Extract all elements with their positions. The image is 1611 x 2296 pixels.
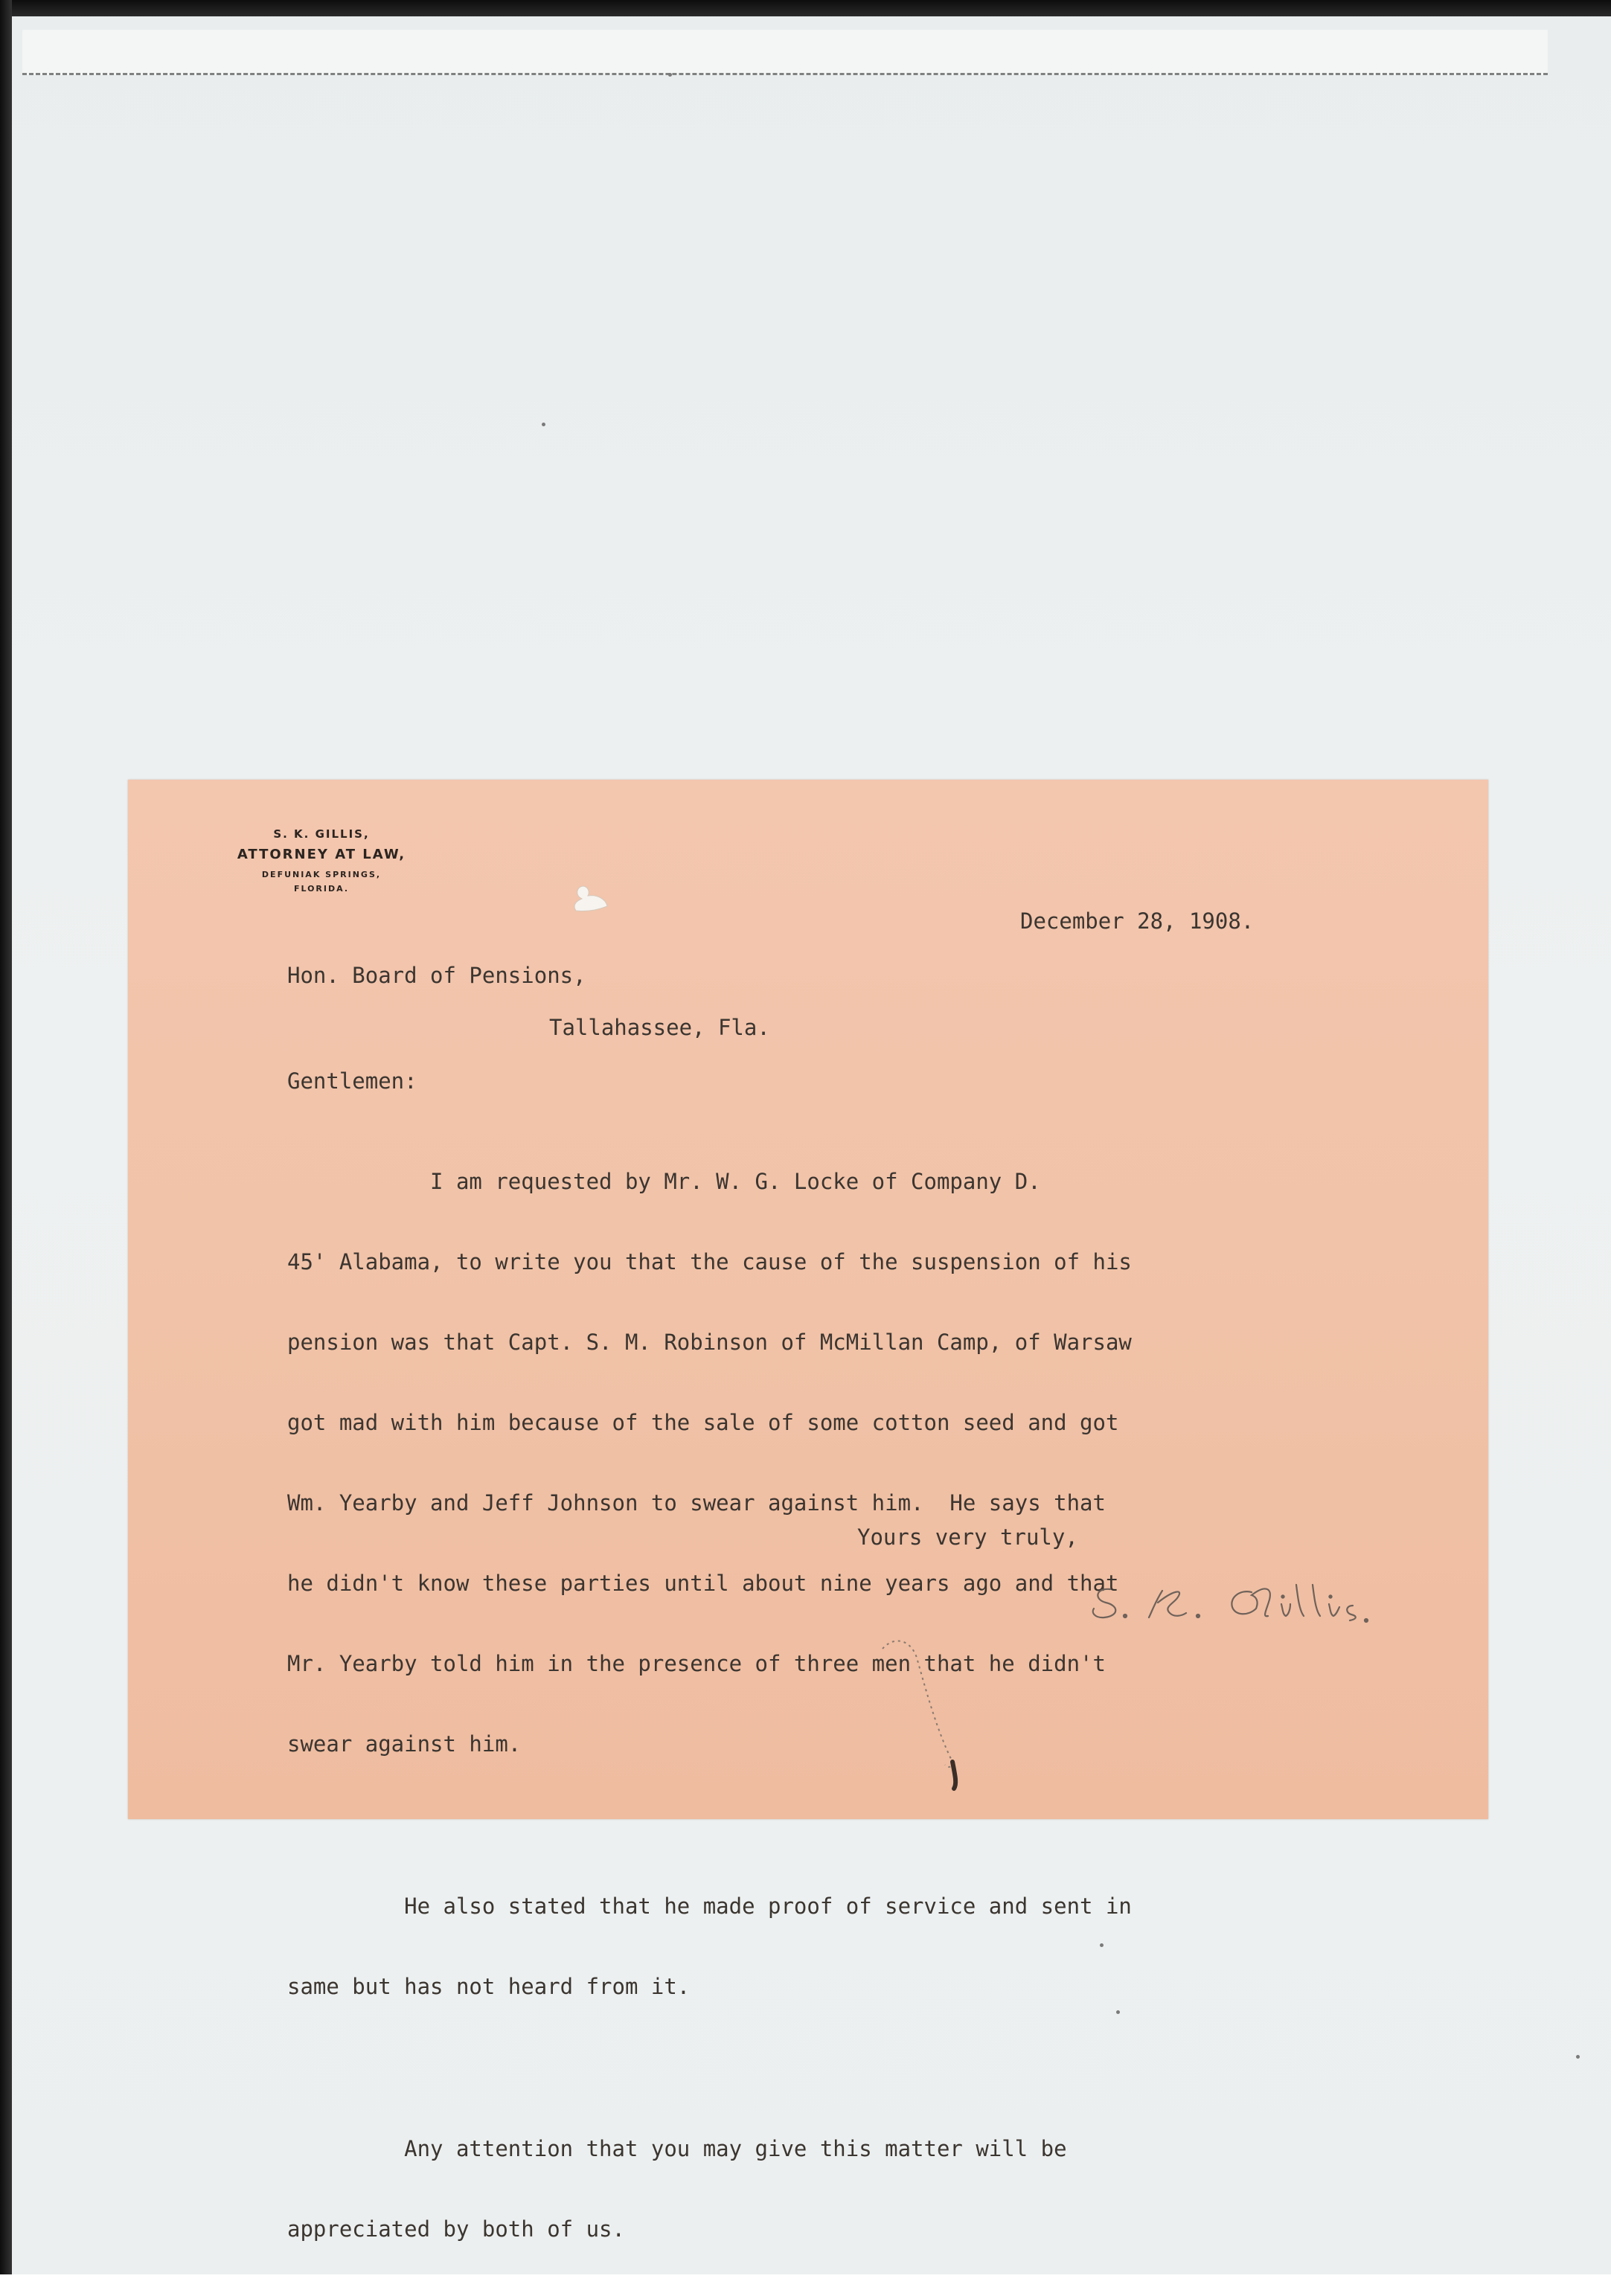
letter-salutation: Gentlemen: — [287, 1068, 417, 1094]
paper-tear-mark — [567, 884, 612, 921]
paragraph-gap — [287, 2053, 1132, 2082]
signature — [1080, 1567, 1423, 1626]
dust-speck — [668, 73, 672, 77]
scanner-frame-top — [0, 0, 1611, 16]
album-top-strip — [22, 30, 1548, 75]
body-line: Mr. Yearby told him in the presence of three men that he didn't — [287, 1651, 1106, 1676]
letterhead-title: ATTORNEY AT LAW, — [237, 847, 406, 862]
letterhead — [210, 827, 433, 894]
dust-speck — [542, 423, 545, 426]
letter-sheet — [128, 780, 1488, 2242]
body-line: I am requested by Mr. W. G. Locke of Company D. — [287, 1169, 1041, 1194]
dust-speck — [1576, 2055, 1580, 2059]
letterhead-state: FLORIDA. — [293, 884, 350, 894]
body-line: he didn't know these parties until about nine years ago and that — [287, 1571, 1119, 1596]
body-line: got mad with him because of the sale of some cotton seed and got — [287, 1410, 1119, 1435]
body-line: same but has not heard from it. — [287, 1974, 691, 1999]
letter-closing: Yours very truly, — [857, 1524, 1078, 1550]
letter-body — [287, 1115, 1132, 2296]
letterhead-name: S. K. GILLIS, — [273, 827, 370, 841]
letter-addressee: Hon. Board of Pensions, — [287, 963, 586, 988]
body-line: pension was that Capt. S. M. Robinson of McMillan Camp, of Warsaw — [287, 1330, 1132, 1355]
body-line: swear against him. — [287, 1731, 522, 1757]
body-line: He also stated that he made proof of service and sent in — [287, 1893, 1132, 1919]
letter-date: December 28, 1908. — [1020, 908, 1255, 934]
paragraph-gap — [287, 1811, 1132, 1839]
letterhead-city: DEFUNIAK SPRINGS, — [261, 870, 382, 879]
body-line: 45' Alabama, to write you that the cause of the suspension of his — [287, 1249, 1132, 1274]
body-line: Any attention that you may give this matter will be — [287, 2136, 1067, 2161]
scanner-frame-left — [0, 0, 12, 2274]
body-line: Wm. Yearby and Jeff Johnson to swear against him. He says that — [287, 1490, 1106, 1516]
body-line: appreciated by both of us. — [287, 2216, 625, 2242]
paper-crease-mark — [865, 1635, 976, 1799]
letter-city: Tallahassee, Fla. — [549, 1015, 770, 1040]
